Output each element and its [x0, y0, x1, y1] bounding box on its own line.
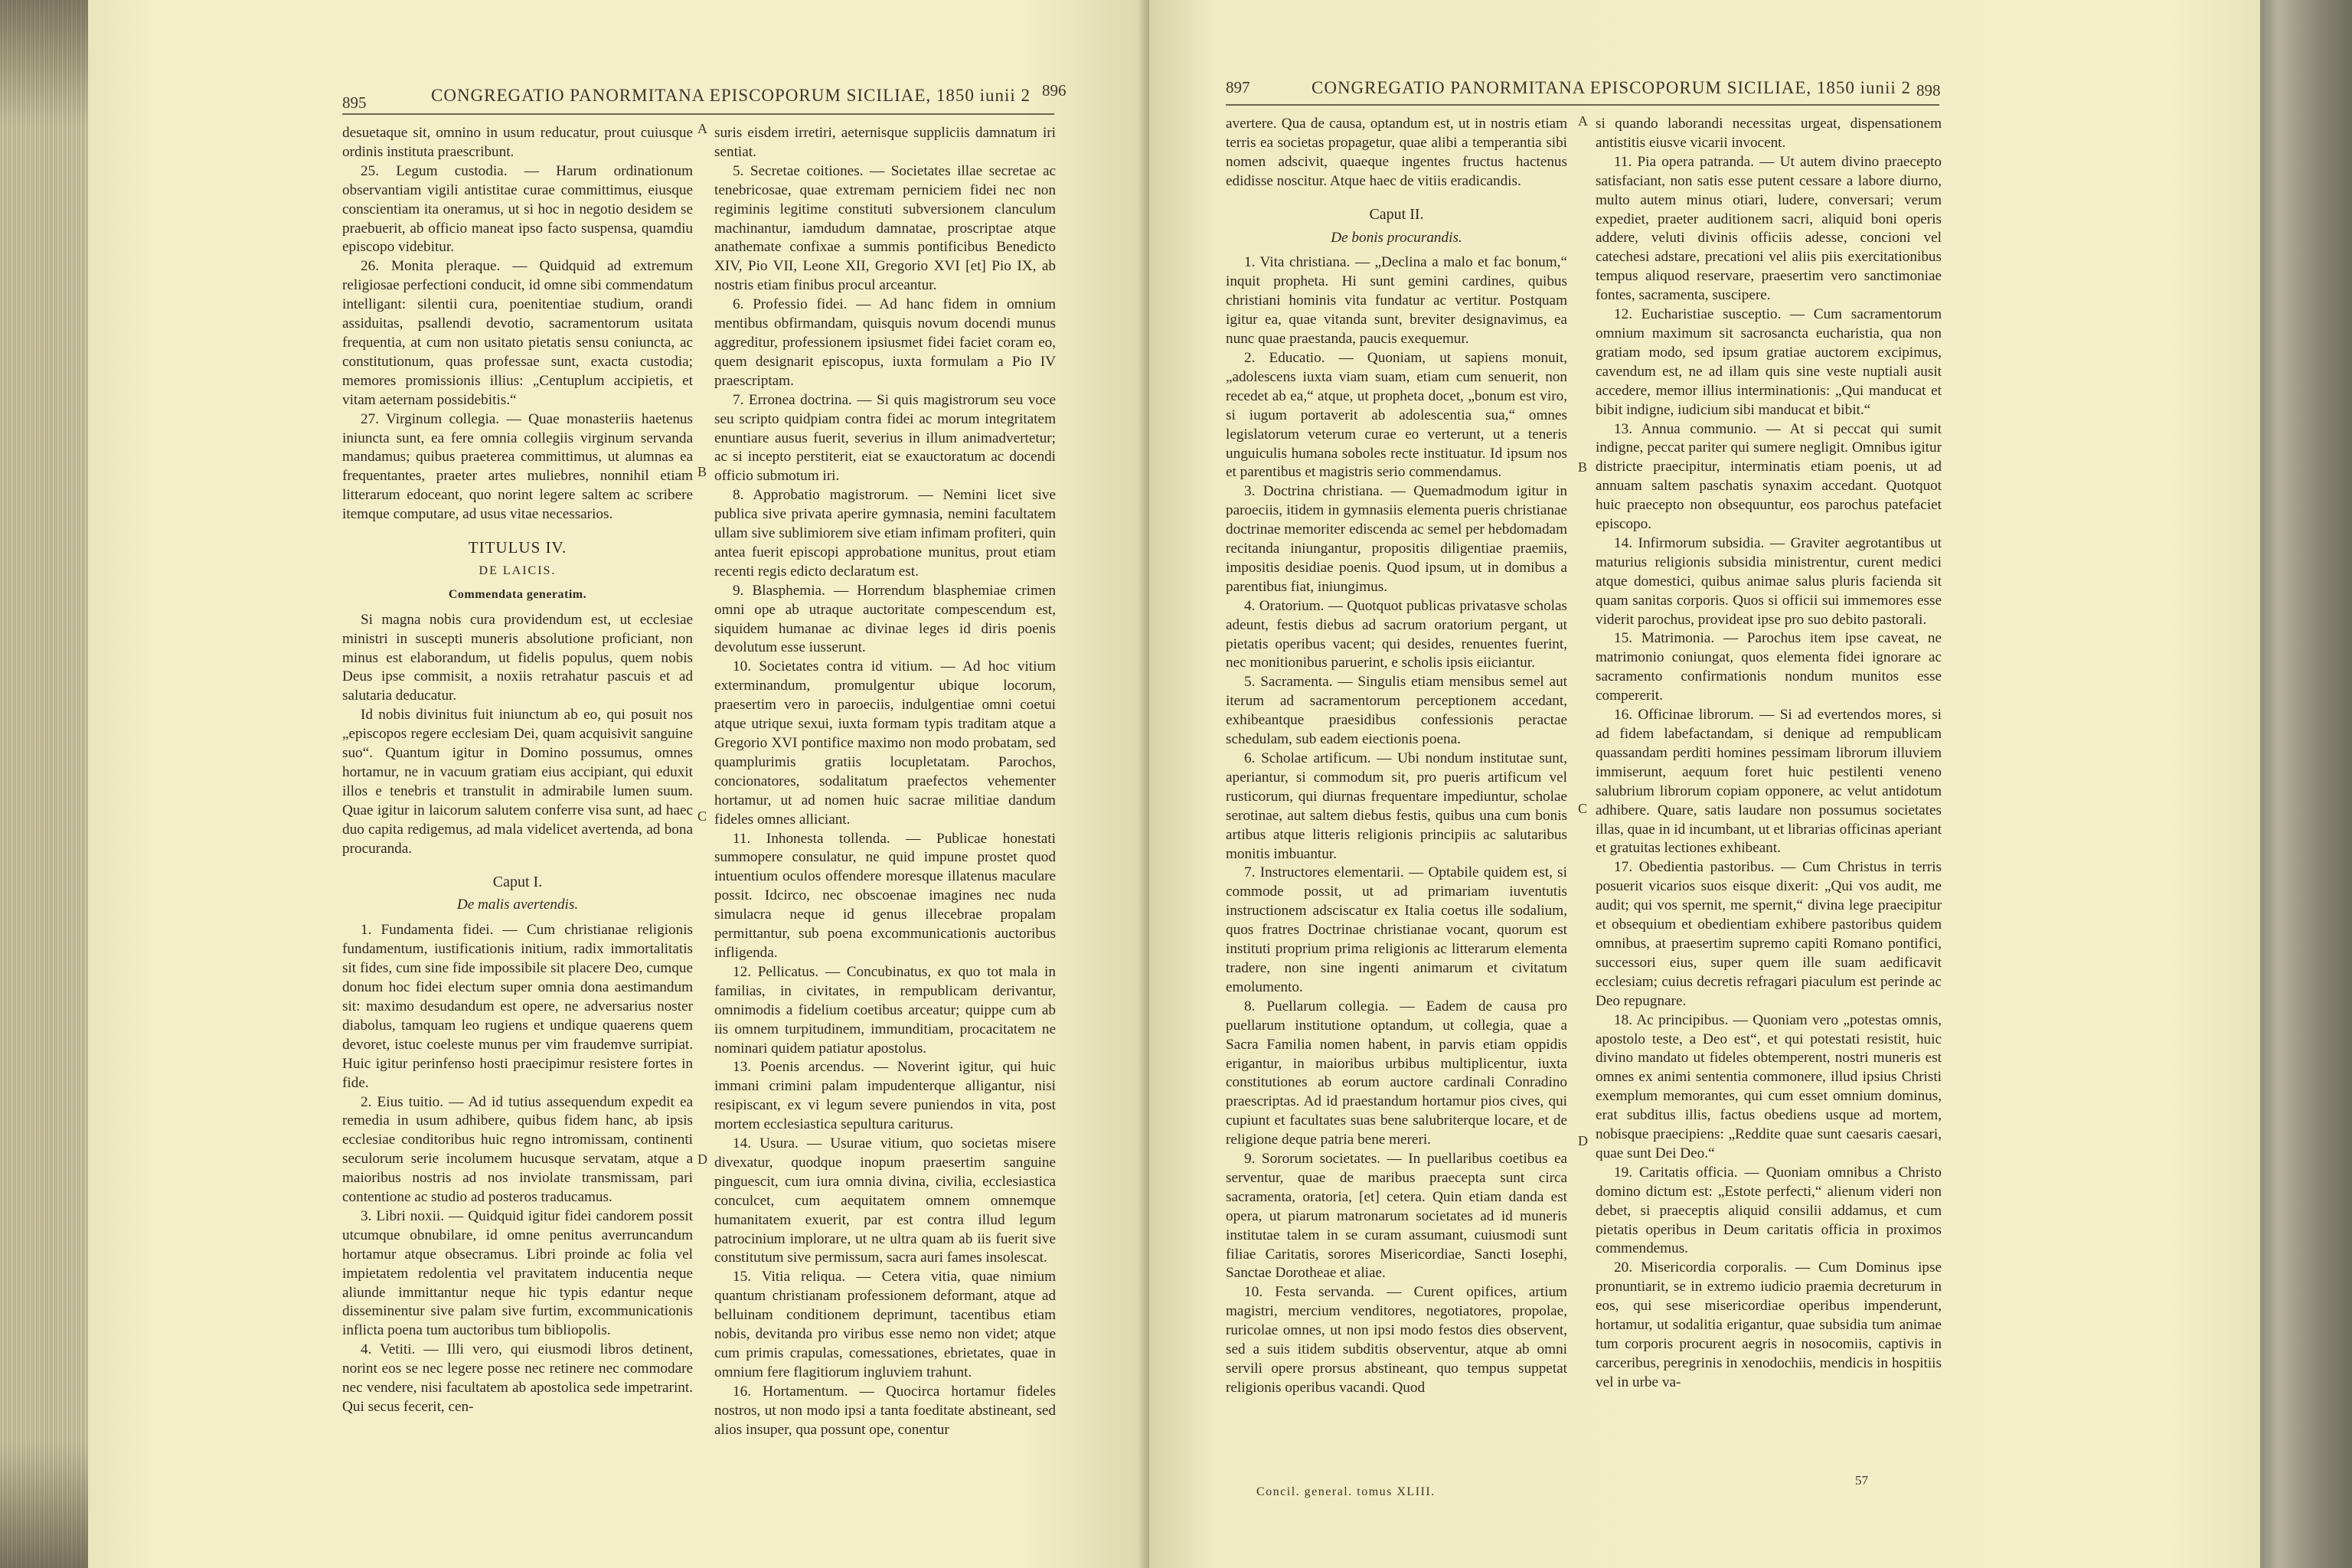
margin-marker-a-right: A [1578, 113, 1588, 129]
col2-p8: 11. Inhonesta tollenda. — Publicae honestati summopere consulatur, ne quid impune prostet quod intuentium oculos offendere moresque illatenus maculare possit. Idcirco, nec obscoenae imagines nec nuda simulacra neque id genus illecebrae propalam permittantur, sub poena excommunicationis auctoribus infligenda. [714, 830, 1056, 961]
col2-p11: 14. Usura. — Usurae vitium, quo societas misere divexatur, quodque inopum praesertim sanguine pinguescit, cum iura omnia divina, civilia, ecclesiastica conculcet, cum aequitatem omnem omnemque humanitatem exuerit, par est contra illud legum patrocinium implorare, ut ne ultra quam ab iis fuerit sive constitutum sive permissum, sacra auri fames insolescat. [714, 1135, 1056, 1266]
col2-p4: 7. Erronea doctrina. — Si quis magistrorum seu voce seu scripto quidpiam contra fidei ac morum integritatem enuntiare ausus fuerit, severius in illum animadvertetur; ac si incepto perstiterit, eiat se exauctoratum ac docendi officio submotum iri. [714, 391, 1056, 485]
col2-p1: suris eisdem irretiri, aeternisque suppliciis damnatum iri sentiat. [714, 125, 1056, 160]
col1-p1: desuetaque sit, omnino in usum reducatur, prout cuiusque ordinis instituta praescribunt. [342, 125, 693, 160]
caput-ii-title: De bonis procurandis. [1331, 229, 1462, 246]
page-number-895: 895 [342, 93, 367, 112]
caput-i-title: De malis avertendis. [456, 897, 579, 913]
caput-i: Caput I. [492, 873, 543, 890]
margin-marker-c-right: C [1578, 801, 1588, 816]
col3-p10: 9. Sororum societates. — In puellaribus coetibus ea serventur, quae de maribus praecepta sunt circa sacramenta, oratoria, [et] cetera. Quin etiam danda est opera, ut piarum matronarum societates ad id muneris institutae talem in se curam assumant, cuiusmodi sunt filiae Caritatis, sorores Misericordiae, Sancti Iosephi, Sanctae Dorotheae et aliae. [1226, 1151, 1567, 1282]
column-3 [1226, 115, 1567, 1462]
left-running-header [88, 74, 1149, 112]
margin-marker-c-left: C [697, 808, 707, 824]
subtitle-commendata: Commendata generatim. [448, 587, 587, 601]
col1-p4: 27. Virginum collegia. — Quae monasteriis haetenus iniuncta sunt, ea fere omnia collegiis virginum servanda mandamus; quibus praeterea committimus, ut alumnas ea frequentantes, praeter artes muliebres, nonnihil etiam litterarum edoceant, quo norint legere saltem ac scribere itemque computare, ad usus vitae necessarios. [342, 410, 693, 523]
col3-p8: 7. Instructores elementarii. — Optabile quidem est, si commode possit, ut ad primariam iuventutis instructionem adsciscatur ex Italia coetus ille sodalium, quos fratres Doctrinae christianae vocant, quorum est instituti proprium prima religionis ac litterarum elementa tradere, non sine ingenti animarum et civitatum emolumento. [1226, 864, 1567, 995]
col3-p7: 6. Scholae artificum. — Ubi nondum institutae sunt, aperiantur, si commodum sit, pro pueris artificum vel rusticorum, qui diurnas frequentare impediuntur, scholae serotinae, aut saltem diebus festis, quibus una cum bonis artibus atque litteris religionis principiis ac salutaribus monitis imbuantur. [1226, 750, 1567, 862]
col4-p3: 12. Eucharistiae susceptio. — Cum sacramentorum omnium maximum sit sacrosancta eucharistia, qua non gratiam modo, sed ipsum gratiae auctorem excipimus, cavendum est, ne ad illam quis sine veste nuptiali ausit accedere, memor illius interminationis: „Qui manducat et bibit indigne, iudicium sibi manducat et bibit.“ [1596, 306, 1942, 418]
col4-p10: 19. Caritatis officia. — Quoniam omnibus a Christo domino dictum est: „Estote perfecti,“ alienum videri non debet, si praeceptis aliquid consilii addamus, et cum pietatis operibus in Deum caritatis officia in proximos commendemus. [1596, 1164, 1942, 1257]
col1-p5: Si magna nobis cura providendum est, ut ecclesiae ministri in suscepti muneris absolutione proficiant, non minus est elaborandum, ut fidelis populus, quem nobis Deus ipse commisit, a noxiis retrahatur pascuis et ad salutaria deducatur. [342, 611, 693, 704]
col1-p9: 3. Libri noxii. — Quidquid igitur fidei candorem possit utcumque obnubilare, id omne penitus averruncandum hortamur atque obsecramus. Libri proinde ac folia vel impietatem redolentia vel pravitatem inducentia neque aliunde immittantur neque hic typis edantur neque disseminentur sive palam sive furtim, excommunicationis inflicta poena tum auctoribus tum bibliopolis. [342, 1207, 693, 1339]
header-rule-right [1226, 104, 1939, 106]
col3-p3: 2. Educatio. — Quoniam, ut sapiens monuit, „adolescens iuxta viam suam, etiam cum senuerit, non recedet ab ea,“ atque, ut propheta docet, „bonum est viro, si iugum portaverit ab adolescentia sua,“ omnes legislatorum veterum curae eo verterunt, ut a teneris unguiculis humana soboles recte instituatur. Id ipsum nos et parentibus et magistris serio commendamus. [1226, 349, 1567, 481]
col4-p8: 17. Obedientia pastoribus. — Cum Christus in terris posuerit vicarios suos eisque dixerit: „Qui vos audit, me audit; qui vos spernit, me spernit,“ divina lege praecipitur et obsequium et obedientiam exhibere pastoribus quidem omnibus, at praesertim supremo capiti Romano pontifici, successori eius, super quem ille suam aedificavit ecclesiam; cuius decretis refragari piaculum est perinde ac Deo repugnare. [1596, 859, 1942, 1009]
col1-p2: 25. Legum custodia. — Harum ordinationum observantiam vigili antistitae curae committimus, eiusque conscientiam ita oneramus, ut si hoc in negotio desidem se praebuerit, ab officio maneat ipso facto suspensa, quamdiu episcopo videbitur. [342, 162, 693, 256]
col2-p6: 9. Blasphemia. — Horrendum blasphemiae crimen omni ope ab utraque auctoritate compescendum est, siquidem humanae ac divinae leges id diris poenis devolutum esse iusserunt. [714, 582, 1056, 656]
col1-p7: 1. Fundamenta fidei. — Cum christianae religionis fundamentum, iustificationis initium, radix immortalitatis sit fides, cum sine fide impossibile sit placere Deo, cumque donum hoc fidei electum super omnia dona aestimandum sit: maximo desudandum est opere, ne adversarius noster diabolus, tamquam leo rugiens et undique quaerens quem devoret, istuc coeleste munus per vim fraudemve surripiat. Huic igitur perinfenso hosti praecipimur resistere fortes in fide. [342, 922, 693, 1091]
col2-p9: 12. Pellicatus. — Concubinatus, ex quo tot mala in familias, in civitates, in rempublicam derivantur, omnimodis a fidelium coetibus arceatur; quippe cum ab iis omnem turpitudinem, immunditiam, procacitatem ne nominari quidem patiatur apostolus. [714, 963, 1056, 1057]
page-number-898: 898 [1916, 81, 1941, 100]
caput-ii: Caput II. [1369, 205, 1424, 223]
header-rule-left [342, 113, 1054, 115]
col4-p6: 15. Matrimonia. — Parochus item ipse caveat, ne matrimonio coniungat, quos elementa fidei ignorare ac sacramento confirmationis nondum munitos esse compererit. [1596, 630, 1942, 704]
running-title-right: CONGREGATIO PANORMITANA EPISCOPORUM SICILIAE, 1850 iunii 2 [1312, 78, 1912, 97]
col2-p13: 16. Hortamentum. — Quocirca hortamur fideles nostros, ut non modo ipsi a tanta foeditate abstineant, sed alios insuper, qua possunt ope, conentur [714, 1383, 1056, 1438]
col1-p10: 4. Vetiti. — Illi vero, qui eiusmodi libros detinent, norint eos se nec legere posse nec retinere nec commodare nec vendere, nisi facultatem ab apostolica sede impetrarint. Qui secus fecerit, cen- [342, 1341, 693, 1415]
margin-marker-a-left: A [697, 121, 707, 136]
margin-marker-b-right: B [1578, 459, 1588, 475]
col4-p11: 20. Misericordia corporalis. — Cum Dominus ipse pronuntiarit, se in extremo iudicio praemia decreturum in eos, qui sese misericordiae operibus impenderunt, hortamur, ut sodalitia erigantur, quae subsidia tum animae tum corporis procurent aegris in nosocomiis, captivis in carceribus, peregrinis in xenodochiis, mendicis in hospitiis vel in urbe va- [1596, 1259, 1942, 1390]
col2-p3: 6. Professio fidei. — Ad hanc fidem in omnium mentibus obfirmandam, quisquis novum docendi munus aggreditur, professionem ipsiusmet fidei faciet coram eo, quem designarit episcopus, iuxta formulam a Pio IV praescriptam. [714, 296, 1056, 389]
margin-marker-d-right: D [1578, 1133, 1588, 1148]
col2-p5: 8. Approbatio magistrorum. — Nemini licet sive publica sive privata aperire gymnasia, nemini facultatem ullam sive sublimiorem sive etiam infimam profiteri, quin antea fuerit episcopi approbatione munitus, prout etiam recenti regis edicto declaratum est. [714, 487, 1056, 580]
col4-p7: 16. Officinae librorum. — Si ad evertendos mores, si ad fidem labefactandam, si denique ad rempublicam quassandam perditi homines pessimam librorum illuviem immiserunt, aequum foret huic pestilenti veneno salubrium librorum copiam opponere, ac velut antidotum adhibere. Quare, satis laudare non possumus societates illas, quae in id incumbant, ut et librarias officinas aperiant et gratuitas lectiones exhibeant. [1596, 707, 1942, 857]
left-page [88, 0, 1149, 1568]
margin-marker-b-left: B [697, 464, 707, 479]
column-4 [1596, 115, 1942, 1485]
column-2 [714, 124, 1056, 1502]
col1-p6: Id nobis divinitus fuit iniunctum ab eo, qui posuit nos „episcopos regere ecclesiam Dei, quam acquisivit sanguine suo“. Quantum igitur in Domino possumus, omnes hortamur, ne in vacuum gratiam eius accipiant, qui eduxit illos e tenebris et transtulit in admirabile lumen suum. Quae igitur in laicorum salutem conferre visa sunt, ad haec duo capita redigemus, ad mala videlicet avertenda, ad bona procuranda. [342, 707, 693, 857]
signature-mark: 57 [1855, 1473, 1868, 1488]
page-edges-left [0, 0, 88, 1568]
col4-p1: si quando laborandi necessitas urgeat, dispensationem antistitis eiusve vicarii invocent. [1596, 116, 1942, 151]
col3-p4: 3. Doctrina christiana. — Quemadmodum igitur in paroeciis, itidem in gymnasiis elementa pueris christianae doctrinae memoriter ediscenda ac semel per hebdomadam recitanda iniungantur, propositis diligentiae praemiis, impositis desidiae poenis. Quod ipsum, ut in domibus a parentibus fiat, iniungimus. [1226, 483, 1567, 595]
col3-p2: 1. Vita christiana. — „Declina a malo et fac bonum,“ inquit propheta. Hi sunt gemini cardines, quibus christiani hominis vita fundatur ac vertitur. Postquam igitur ea, quae vitanda sunt, breviter designavimus, ea nunc quae praestanda, paucis exequemur. [1226, 254, 1567, 348]
col3-p6: 5. Sacramenta. — Singulis etiam mensibus semel aut iterum ad sacramentorum perceptionem accedant, exhibeantque praesidibus confessionis peractae schedulam, sub eadem eiectionis poena. [1226, 674, 1567, 748]
title-iv: TITULUS IV. [468, 538, 567, 557]
right-page [1149, 0, 2260, 1568]
running-title-left: CONGREGATIO PANORMITANA EPISCOPORUM SICILIAE, 1850 iunii 2 [431, 86, 1031, 105]
col1-p3: 26. Monita pleraque. — Quidquid ad extremum religiosae perfectioni conducit, id omne sibi commendatum intelligant: silentii cura, poenitentiae studium, orandi assiduitas, psallendi devotio, sacramentorum usitata frequentia, at cum non usitato pietatis sensu coniuncta, ac constitutionum, quas professae sunt, exacta custodia; memores promissionis illius: „Centuplum accipietis, et vitam aeternam possidebitis.“ [342, 258, 693, 408]
page-edges-right [2260, 0, 2352, 1568]
page-number-896: 896 [1042, 81, 1067, 100]
col2-p7: 10. Societates contra id vitium. — Ad hoc vitium exterminandum, promulgentur ubique locorum, praesertim vero in paroeciis, indulgentiae omni coetui atque utrique sexui, iuxta formam typis traditam atque a Gregorio XVI pontifice maximo non modo probatam, sed quamplurimis gratiis locupletatam. Parochos, concionatores, sodalitatum praefectos vehementer hortamur, ut ad nomen huic sacrae militiae dandum fideles omnes alliciant. [714, 658, 1056, 828]
col3-p5: 4. Oratorium. — Quotquot publicas privatasve scholas adeunt, festis diebus ad sacrum oratorium pergant, ut pietatis operibus vacent; qui desides, renuentes fuerint, nec monitionibus paruerint, e scholis ipsis eiiciantur. [1226, 597, 1567, 671]
margin-marker-d-left: D [697, 1152, 707, 1167]
col4-p4: 13. Annua communio. — At si peccat qui sumit indigne, peccat pariter qui sumere negligit. Omnibus igitur districte praecipitur, interminatis etiam poenis, ut ad annuam saltem paschatis synaxim accedant. Quotquot huic praecepto non obsequuntur, eos parochus patefaciet episcopo. [1596, 420, 1942, 533]
title-de-laicis: DE LAICIS. [479, 564, 557, 577]
col3-p11: 10. Festa servanda. — Curent opifices, artium magistri, mercium venditores, negotiatores, propolae, ruricolae omnes, ut non ipsi modo festos dies observent, sed a suis itidem subditis observentur, atque ab omni servili opere prorsus abstineant, quo tempus suppetat religionis operibus vacandi. Quod [1226, 1284, 1567, 1396]
page-number-897: 897 [1226, 78, 1250, 96]
col4-p2: 11. Pia opera patranda. — Ut autem divino praecepto satisfaciant, non satis esse putent cessare a labore diurno, multo autem minus otiari, ludere, conversari; verum expediet, praeter auditionem sacri, aliquid boni operis addere, veluti divinis officiis adesse, concioni vel catechesi adstare, precationi vel aliis piis exercitationibus tempus aliquod reservare, praesertim vero sanctimoniae fontes, sacramenta, suscipere. [1596, 153, 1942, 304]
col2-p2: 5. Secretae coitiones. — Societates illae secretae ac tenebricosae, quae extremam perniciem fidei nec non regiminis legitime constituti subversionem clanculum machinantur, iamdudum damnatae, proscriptae atque anathemate confixae a summis pontificibus Benedicto XIV, Pio VII, Leone XII, Gregorio XVI [et] Pio IX, ab nostris etiam finibus procul arceantur. [714, 162, 1056, 294]
col3-p9: 8. Puellarum collegia. — Eadem de causa pro puellarum institutione optandum, ut collegia, quae a Sacra Familia nomen habent, in parvis etiam oppidis erigantur, in maioribus urbibus multiplicentur, iuxta constitutiones ab eorum auctore cardinali Conradino praescriptas. Ad id praestandum hortamur pios cives, qui cupiunt et facultates suas bene salubriterque locare, et de religione deque patria bene mereri. [1226, 998, 1567, 1148]
footer-volume-note: Concil. general. tomus XLIII. [1256, 1485, 1436, 1498]
col3-p1: avertere. Qua de causa, optandum est, ut in nostris etiam terris ea societas propagetur, quae alibi a temperantia sibi nomen adscivit, quaeque ingentes fructus hactenus edidisse noscitur. Atque haec de vitiis eradicandis. [1226, 116, 1567, 189]
col1-p8: 2. Eius tuitio. — Ad id tutius assequendum expedit ea remedia in usum adhibere, quibus fidem hanc, ab ipsis ecclesiae conditoribus huic regno intromissam, continenti seculorum serie incolumem hucusque servatam, atque a maioribus nostris ad nos inviolate transmissam, pari contentione ac studio ad posteros traducamus. [342, 1093, 693, 1206]
column-1 [342, 124, 693, 1502]
col4-p5: 14. Infirmorum subsidia. — Graviter aegrotantibus ut maturius religionis subsidia ministrentur, curent medici atque domestici, quibus animae salus pluris facienda sit quam sanitas corporis. Quos si officii sui immemores esse viderit parochus, provideat ipse pro suo debito pastorali. [1596, 534, 1942, 628]
col2-p12: 15. Vitia reliqua. — Cetera vitia, quae nimium quantum christianam professionem deformant, atque ad belluinam conditionem deprimunt, tacentibus etiam nobis, devitanda pro viribus esse nemo non videt; atque cum primis crapulas, comessationes, ebrietates, quae in omnium fere flagitiorum ingluviem trahunt. [714, 1269, 1056, 1380]
col4-p9: 18. Ac principibus. — Quoniam vero „potestas omnis, apostolo teste, a Deo est“, et qui potestati resistit, huic divino mandato ut fideles obtemperent, nostri muneris est omnes ex animi sententia commonere, illud ipsius Christi exemplum memorantes, qui cum esset omnium dominus, erat subditus illis, factus obediens usque ad mortem, nobisque praecipiens: „Reddite quae sunt caesaris caesari, quae sunt Dei Deo.“ [1596, 1011, 1942, 1161]
col2-p10: 13. Poenis arcendus. — Noverint igitur, qui huic immani crimini palam impudenterque alligantur, nisi resipiscant, ex vi legum severe puniendos in vita, post mortem ecclesiastica sepultura cariturus. [714, 1059, 1056, 1133]
right-running-header [1149, 74, 2260, 104]
